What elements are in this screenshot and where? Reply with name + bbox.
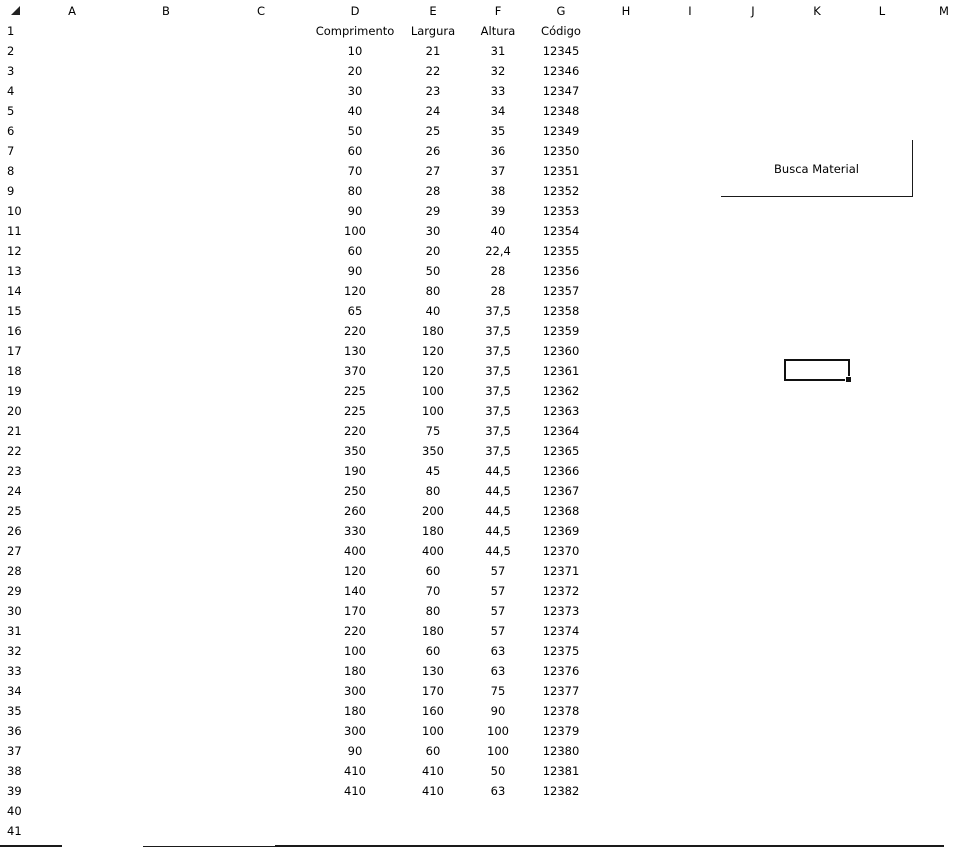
row-header-26[interactable]: 26 (7, 524, 22, 538)
table-cell[interactable]: 100 (422, 404, 444, 418)
table-cell[interactable]: 12375 (542, 644, 580, 658)
table-cell[interactable]: 44,5 (485, 524, 511, 538)
table-cell[interactable]: 37,5 (485, 344, 511, 358)
table-row (0, 121, 944, 141)
table-cell[interactable]: 50 (425, 264, 441, 278)
table-cell[interactable]: 12372 (542, 584, 580, 598)
table-cell[interactable]: 180 (422, 624, 444, 638)
select-all-corner[interactable] (0, 0, 26, 21)
row-header-3[interactable]: 3 (7, 64, 15, 78)
table-cell[interactable]: 39 (490, 204, 506, 218)
table-row (0, 681, 944, 701)
table-cell[interactable]: 400 (344, 544, 366, 558)
table-cell[interactable]: 12370 (542, 544, 580, 558)
table-cell[interactable]: 12357 (542, 284, 580, 298)
table-cell[interactable]: 70 (347, 164, 363, 178)
table-row (0, 221, 944, 241)
table-cell[interactable]: 12349 (542, 124, 580, 138)
table-cell[interactable]: 12355 (542, 244, 580, 258)
row-header-10[interactable]: 10 (7, 204, 22, 218)
row-header-8[interactable]: 8 (7, 164, 15, 178)
table-cell[interactable]: 225 (344, 404, 366, 418)
table-row (0, 761, 944, 781)
row-header-29[interactable]: 29 (7, 584, 22, 598)
row-header-31[interactable]: 31 (7, 624, 22, 638)
table-cell[interactable]: 140 (344, 584, 366, 598)
table-cell[interactable]: 80 (425, 284, 441, 298)
table-cell[interactable]: 90 (347, 204, 363, 218)
table-cell[interactable]: 65 (347, 304, 363, 318)
table-cell[interactable]: 63 (490, 664, 506, 678)
column-header-j[interactable]: J (751, 4, 755, 18)
table-cell[interactable]: 63 (490, 784, 506, 798)
table-cell[interactable]: 28 (490, 284, 506, 298)
table-cell[interactable]: 370 (344, 364, 366, 378)
row-header-21[interactable]: 21 (7, 424, 22, 438)
table-cell[interactable]: 180 (422, 324, 444, 338)
table-cell[interactable]: 57 (490, 604, 506, 618)
row-header-33[interactable]: 33 (7, 664, 22, 678)
table-cell[interactable]: 75 (490, 684, 506, 698)
table-cell[interactable]: 130 (422, 664, 444, 678)
table-cell[interactable]: 410 (344, 764, 366, 778)
table-cell[interactable]: 12367 (542, 484, 580, 498)
table-cell[interactable]: 100 (344, 644, 366, 658)
table-cell[interactable]: 12373 (542, 604, 580, 618)
table-header-row (0, 21, 944, 41)
table-cell[interactable]: 12362 (542, 384, 580, 398)
table-cell[interactable]: 12345 (542, 44, 580, 58)
table-cell[interactable]: 36 (490, 144, 506, 158)
table-cell[interactable]: 26 (425, 144, 441, 158)
table-cell[interactable]: 410 (344, 784, 366, 798)
table-cell[interactable]: 410 (422, 784, 444, 798)
table-cell[interactable]: 50 (490, 764, 506, 778)
table-cell[interactable]: 180 (344, 664, 366, 678)
table-cell[interactable]: 90 (347, 264, 363, 278)
table-cell[interactable]: 120 (344, 284, 366, 298)
table-cell[interactable]: 12364 (542, 424, 580, 438)
table-cell[interactable]: 12382 (542, 784, 580, 798)
table-cell[interactable]: 12379 (542, 724, 580, 738)
table-cell[interactable]: 12360 (542, 344, 580, 358)
row-header-32[interactable]: 32 (7, 644, 22, 658)
table-row (0, 301, 944, 321)
table-cell[interactable]: 170 (344, 604, 366, 618)
table-cell[interactable]: 12351 (542, 164, 580, 178)
table-cell[interactable]: 12374 (542, 624, 580, 638)
table-cell[interactable]: 260 (344, 504, 366, 518)
table-row (0, 201, 944, 221)
table-cell[interactable]: 12376 (542, 664, 580, 678)
table-row (0, 501, 944, 521)
busca-material-button[interactable]: Busca Material (721, 140, 913, 197)
row-header-19[interactable]: 19 (7, 384, 22, 398)
column-header-i[interactable]: I (688, 4, 692, 18)
table-cell[interactable]: 37,5 (485, 404, 511, 418)
table-row (0, 741, 944, 761)
table-cell[interactable]: 220 (344, 624, 366, 638)
table-cell[interactable]: 40 (425, 304, 441, 318)
table-cell[interactable]: 350 (344, 444, 366, 458)
table-cell[interactable]: 44,5 (485, 504, 511, 518)
table-cell[interactable]: 10 (347, 44, 363, 58)
row-header-24[interactable]: 24 (7, 484, 22, 498)
table-cell[interactable]: 90 (347, 744, 363, 758)
table-cell[interactable]: 80 (347, 184, 363, 198)
table-cell[interactable]: 28 (490, 264, 506, 278)
table-row (0, 401, 944, 421)
table-cell[interactable]: 90 (490, 704, 506, 718)
table-cell[interactable]: 12352 (542, 184, 580, 198)
row-header-39[interactable]: 39 (7, 784, 22, 798)
table-cell[interactable]: 400 (422, 544, 444, 558)
table-cell[interactable]: 100 (487, 744, 509, 758)
table-row (0, 441, 944, 461)
table-row (0, 241, 944, 261)
row-header-4[interactable]: 4 (7, 84, 15, 98)
fill-handle[interactable] (845, 376, 852, 383)
table-row (0, 561, 944, 581)
table-cell[interactable]: 32 (490, 64, 506, 78)
table-cell[interactable]: 180 (422, 524, 444, 538)
table-cell[interactable]: 12346 (542, 64, 580, 78)
table-cell[interactable]: 160 (422, 704, 444, 718)
table-cell[interactable]: 40 (347, 104, 363, 118)
column-header-k[interactable]: K (813, 4, 821, 18)
table-cell[interactable]: 44,5 (485, 544, 511, 558)
table-cell[interactable]: 12347 (542, 84, 580, 98)
table-cell[interactable]: 12359 (542, 324, 580, 338)
table-cell[interactable]: 24 (425, 104, 441, 118)
table-cell[interactable]: 37 (490, 164, 506, 178)
table-row (0, 721, 944, 741)
table-cell[interactable]: 20 (347, 64, 363, 78)
table-cell[interactable]: 75 (425, 424, 441, 438)
column-header-c[interactable]: C (256, 4, 266, 18)
row-header-17[interactable]: 17 (7, 344, 22, 358)
row-header-25[interactable]: 25 (7, 504, 22, 518)
table-cell[interactable]: 100 (344, 224, 366, 238)
table-cell[interactable]: 120 (344, 564, 366, 578)
table-cell[interactable]: 21 (425, 44, 441, 58)
table-row (0, 61, 944, 81)
column-header-b[interactable]: B (162, 4, 170, 18)
table-cell[interactable]: 63 (490, 644, 506, 658)
row-header-41[interactable]: 41 (7, 824, 22, 838)
table-cell[interactable]: 30 (347, 84, 363, 98)
table-cell[interactable]: 410 (422, 764, 444, 778)
row-header-40[interactable]: 40 (7, 804, 22, 818)
row-header-22[interactable]: 22 (7, 444, 22, 458)
table-cell[interactable]: 22 (425, 64, 441, 78)
table-cell[interactable]: 57 (490, 624, 506, 638)
table-cell[interactable]: 12368 (542, 504, 580, 518)
table-row (0, 541, 944, 561)
table-cell[interactable]: 37,5 (485, 364, 511, 378)
table-cell[interactable]: 27 (425, 164, 441, 178)
table-cell[interactable]: Largura (410, 24, 456, 38)
row-header-2[interactable]: 2 (7, 44, 15, 58)
table-cell[interactable]: 31 (490, 44, 506, 58)
table-cell[interactable]: 130 (344, 344, 366, 358)
column-header-f[interactable]: F (494, 4, 502, 18)
table-cell[interactable]: 29 (425, 204, 441, 218)
row-header-28[interactable]: 28 (7, 564, 22, 578)
table-cell[interactable]: 350 (422, 444, 444, 458)
column-header-row (0, 0, 949, 21)
table-cell[interactable]: 60 (425, 644, 441, 658)
table-cell[interactable]: Código (541, 24, 581, 38)
table-cell[interactable]: 35 (490, 124, 506, 138)
sheet-tab-strip (0, 843, 944, 847)
row-header-11[interactable]: 11 (7, 224, 22, 238)
table-cell[interactable]: 12365 (542, 444, 580, 458)
table-cell[interactable]: 37,5 (485, 384, 511, 398)
table-cell[interactable]: 170 (422, 684, 444, 698)
row-header-5[interactable]: 5 (7, 104, 15, 118)
table-cell[interactable]: 60 (347, 144, 363, 158)
row-header-1[interactable]: 1 (7, 24, 15, 38)
row-header-9[interactable]: 9 (7, 184, 15, 198)
table-cell[interactable]: 70 (425, 584, 441, 598)
table-cell[interactable]: 44,5 (485, 484, 511, 498)
table-row (0, 101, 944, 121)
table-cell[interactable]: 12358 (542, 304, 580, 318)
table-row (0, 661, 944, 681)
table-row (0, 781, 944, 801)
table-row (0, 261, 944, 281)
table-row (0, 81, 944, 101)
table-cell[interactable]: 220 (344, 424, 366, 438)
table-cell[interactable]: 12369 (542, 524, 580, 538)
table-row (0, 481, 944, 501)
table-row (0, 641, 944, 661)
table-cell[interactable]: 12378 (542, 704, 580, 718)
table-cell[interactable]: 180 (344, 704, 366, 718)
table-cell[interactable]: 220 (344, 324, 366, 338)
table-cell[interactable]: 225 (344, 384, 366, 398)
column-header-g[interactable]: G (556, 4, 566, 18)
column-header-a[interactable]: A (68, 4, 76, 18)
table-cell[interactable]: 23 (425, 84, 441, 98)
table-cell[interactable]: 80 (425, 484, 441, 498)
row-header-23[interactable]: 23 (7, 464, 22, 478)
table-row (0, 421, 944, 441)
table-cell[interactable]: 12361 (542, 364, 580, 378)
row-header-6[interactable]: 6 (7, 124, 15, 138)
row-header-30[interactable]: 30 (7, 604, 22, 618)
column-header-h[interactable]: H (621, 4, 631, 18)
table-row (0, 41, 944, 61)
table-row (0, 621, 944, 641)
table-cell[interactable]: 33 (490, 84, 506, 98)
table-cell[interactable]: 100 (422, 724, 444, 738)
table-cell[interactable]: 12348 (542, 104, 580, 118)
table-cell[interactable]: 300 (344, 684, 366, 698)
table-cell[interactable]: Comprimento (315, 24, 395, 38)
row-header-36[interactable]: 36 (7, 724, 22, 738)
table-cell[interactable]: Altura (480, 24, 516, 38)
table-cell[interactable]: 57 (490, 584, 506, 598)
row-header-7[interactable]: 7 (7, 144, 15, 158)
table-cell[interactable]: 12356 (542, 264, 580, 278)
table-cell[interactable]: 12377 (542, 684, 580, 698)
table-cell[interactable]: 60 (347, 244, 363, 258)
table-row (0, 581, 944, 601)
row-header-12[interactable]: 12 (7, 244, 22, 258)
table-row (0, 321, 944, 341)
table-cell[interactable]: 57 (490, 564, 506, 578)
row-header-13[interactable]: 13 (7, 264, 22, 278)
table-cell[interactable]: 120 (422, 344, 444, 358)
table-cell[interactable]: 37,5 (485, 324, 511, 338)
table-row (0, 701, 944, 721)
row-header-14[interactable]: 14 (7, 284, 22, 298)
table-row (0, 341, 944, 361)
table-cell[interactable]: 25 (425, 124, 441, 138)
table-cell[interactable]: 12354 (542, 224, 580, 238)
row-header-34[interactable]: 34 (7, 684, 22, 698)
table-row (0, 461, 944, 481)
active-cell-k18[interactable] (784, 359, 850, 381)
table-cell[interactable]: 300 (344, 724, 366, 738)
table-cell[interactable]: 30 (425, 224, 441, 238)
row-header-37[interactable]: 37 (7, 744, 22, 758)
table-cell[interactable]: 22,4 (485, 244, 511, 258)
table-cell[interactable]: 60 (425, 744, 441, 758)
row-header-18[interactable]: 18 (7, 364, 22, 378)
column-header-d[interactable]: D (350, 4, 360, 18)
table-row (0, 281, 944, 301)
table-cell[interactable]: 60 (425, 564, 441, 578)
column-header-m[interactable]: M (939, 4, 949, 18)
table-row (0, 601, 944, 621)
table-cell[interactable]: 20 (425, 244, 441, 258)
table-cell[interactable]: 12371 (542, 564, 580, 578)
row-header-16[interactable]: 16 (7, 324, 22, 338)
row-header-27[interactable]: 27 (7, 544, 22, 558)
table-cell[interactable]: 37,5 (485, 424, 511, 438)
row-header-20[interactable]: 20 (7, 404, 22, 418)
table-cell[interactable]: 34 (490, 104, 506, 118)
column-header-e[interactable]: E (429, 4, 437, 18)
table-cell[interactable]: 200 (422, 504, 444, 518)
table-cell[interactable]: 38 (490, 184, 506, 198)
row-header-15[interactable]: 15 (7, 304, 22, 318)
table-cell[interactable]: 40 (490, 224, 506, 238)
table-row (0, 381, 944, 401)
table-cell[interactable]: 12380 (542, 744, 580, 758)
table-cell[interactable]: 80 (425, 604, 441, 618)
table-cell[interactable]: 100 (422, 384, 444, 398)
table-cell[interactable]: 12363 (542, 404, 580, 418)
table-cell[interactable]: 44,5 (485, 464, 511, 478)
table-cell[interactable]: 28 (425, 184, 441, 198)
table-cell[interactable]: 37,5 (485, 304, 511, 318)
row-header-38[interactable]: 38 (7, 764, 22, 778)
table-cell[interactable]: 12350 (542, 144, 580, 158)
table-cell[interactable]: 12366 (542, 464, 580, 478)
table-cell[interactable]: 37,5 (485, 444, 511, 458)
table-cell[interactable]: 190 (344, 464, 366, 478)
table-row (0, 521, 944, 541)
row-header-35[interactable]: 35 (7, 704, 22, 718)
table-cell[interactable]: 250 (344, 484, 366, 498)
table-cell[interactable]: 120 (422, 364, 444, 378)
table-cell[interactable]: 50 (347, 124, 363, 138)
table-cell[interactable]: 12381 (542, 764, 580, 778)
table-cell[interactable]: 12353 (542, 204, 580, 218)
table-cell[interactable]: 330 (344, 524, 366, 538)
table-cell[interactable]: 100 (487, 724, 509, 738)
column-header-l[interactable]: L (878, 4, 886, 18)
table-cell[interactable]: 45 (425, 464, 441, 478)
